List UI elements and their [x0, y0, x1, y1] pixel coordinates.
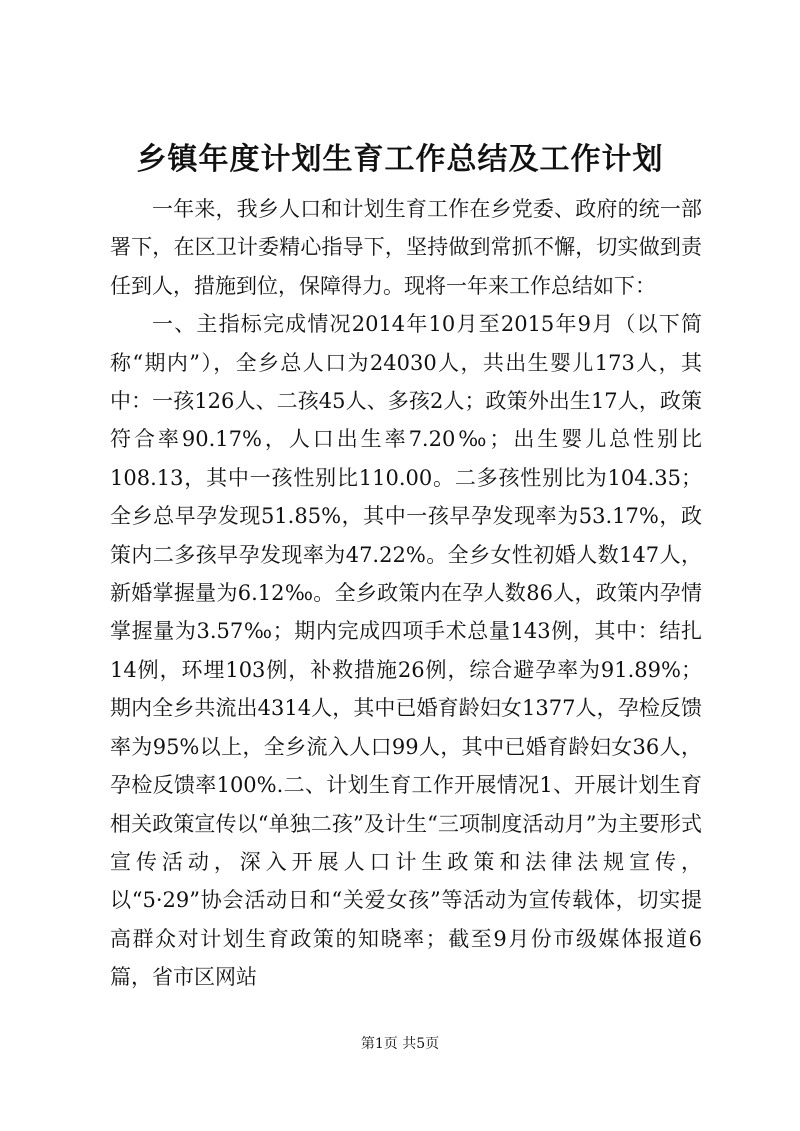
page-number: 第1页 共5页 — [360, 1036, 440, 1052]
paragraph-intro: 一年来，我乡人口和计划生育工作在乡党委、政府的统一部署下，在区卫计委精心指导下，坚持做到常抓不懈，切实做到责任到人，措施到位，保障得力。现将一年来工作总结如下： — [110, 197, 702, 298]
document-body — [110, 190, 702, 997]
paragraph-main: 一、主指标完成情况2014年10月至2015年9月（以下简称“期内”），全乡总人口为24030人，共出生婴儿173人，其中：一孩126人、二孩45人、多孩2人；政策外出生17人，政策符合率90.17%，人口出生率7.20‰；出生婴儿总性别比108.13，其中一孩性别比110.00。二多孩性别比为104.35；全乡总早孕发现51.85%，其中一孩早孕发现率为53.17%，政策内二多孩早孕发现率为47.22%。全乡女性初婚人数147人，新婚掌握量为6.12‰。全乡政策内在孕人数86人，政策内孕情掌握量为3.57‰；期内完成四项手术总量143例，其中：结扎14例，环埋103例，补救措施26例，综合避孕率为91.89%；期内全乡共流出4314人，其中已婚育龄妇女1377人，孕检反馈率为95%以上，全乡流入人口99人，其中已婚育龄妇女36人，孕检反馈率100%.二、计划生育工作开展情况1、开展计划生育相关政策宣传以“单独二孩”及计生“三项制度活动月”为主要形式宣传活动，深入开展人口计生政策和法律法规宣传，以“5·29”协会活动日和“关爱女孩”等活动为宣传载体，切实提高群众对计划生育政策的知晓率；截至9月份市级媒体报道6篇，省市区网站 — [110, 312, 702, 990]
document-title: 乡镇年度计划生育工作总结及工作计划 — [136, 142, 664, 177]
